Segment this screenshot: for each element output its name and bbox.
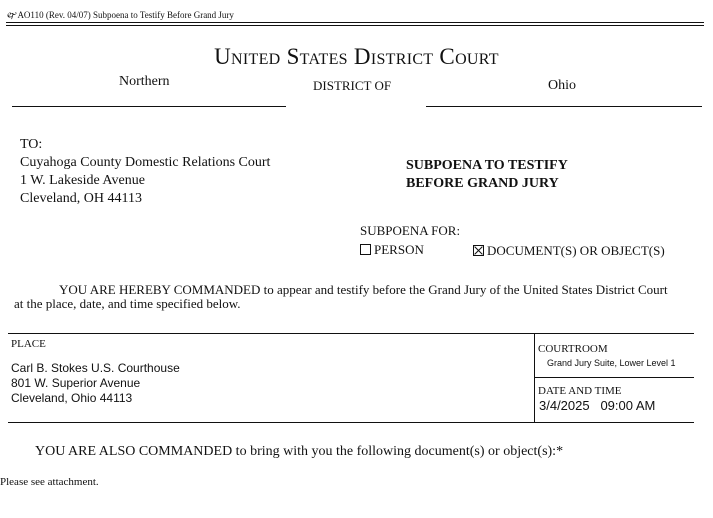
table-top-rule [8,333,694,334]
place-label: PLACE [11,338,46,350]
subpoena-title [406,157,568,193]
recipient-block [20,136,270,208]
also-commanded-text: YOU ARE ALSO COMMANDED to bring with you the following document(s) or object(s):* [35,444,564,459]
documents-checkbox[interactable] [473,245,484,256]
date-time-value: 3/4/2025 09:00 AM [539,398,656,413]
court-title: United States District Court [214,44,499,69]
subpoena-title-line: BEFORE GRAND JURY [406,176,559,191]
district-underline [12,106,286,107]
table-bottom-rule [8,422,694,423]
header-rule-bottom [6,25,704,26]
recipient-line: Cuyahoga County Domestic Relations Court [20,155,271,170]
state-underline [426,106,702,107]
district-name: Northern [119,74,170,89]
courtroom-label: COURTROOM [538,343,608,355]
form-identifier: 🙰AO110 (Rev. 04/07) Subpoena to Testify Before Grand Jury [6,10,234,20]
district-of-label: DISTRICT OF [313,78,392,93]
person-option[interactable] [360,242,424,258]
header-rule-top [6,22,704,23]
table-cell-divider [534,377,694,378]
place-line: Cleveland, Ohio 44113 [11,391,133,405]
place-line: Carl B. Stokes U.S. Courthouse [11,361,180,375]
documents-option[interactable] [473,243,665,259]
commanded-text-line: at the place, date, and time specified below. [14,296,241,311]
courtroom-value: Grand Jury Suite, Lower Level 1 [547,358,676,368]
subpoena-title-line: SUBPOENA TO TESTIFY [406,158,568,173]
person-checkbox[interactable] [360,244,371,255]
form-mark-icon: 🙰 [6,10,18,20]
state-name: Ohio [548,78,576,93]
date-time-label: DATE AND TIME [538,385,622,397]
person-label: PERSON [374,242,424,257]
to-label: TO: [20,137,43,152]
documents-label: DOCUMENT(S) OR OBJECT(S) [487,243,665,258]
recipient-line: 1 W. Lakeside Avenue [20,173,145,188]
recipient-line: Cleveland, OH 44113 [20,191,142,206]
attachment-note: Please see attachment. [0,476,99,488]
subpoena-for-label: SUBPOENA FOR: [360,223,461,238]
place-line: 801 W. Superior Avenue [11,376,141,390]
commanded-text-line: YOU ARE HEREBY COMMANDED to appear and testify before the Grand Jury of the United States District Court [59,282,668,297]
